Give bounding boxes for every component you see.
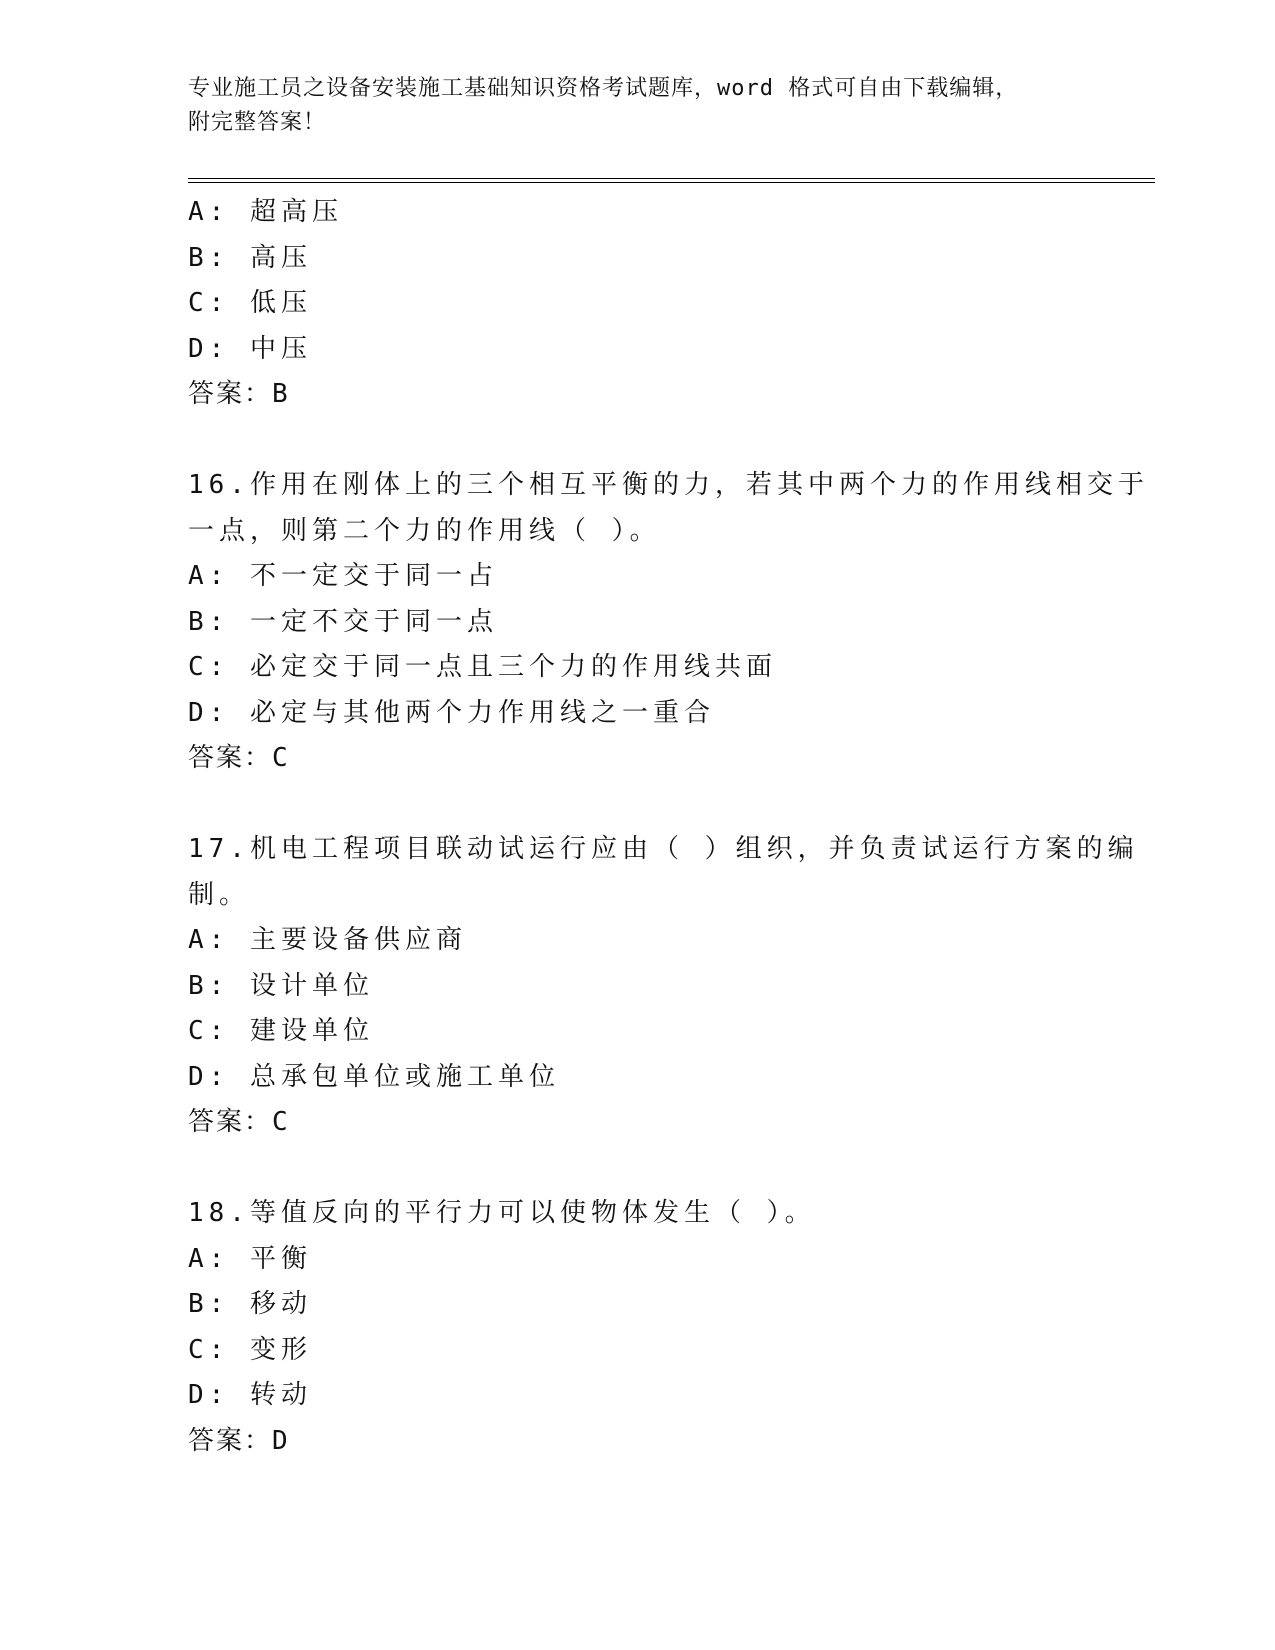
- question-17: [188, 827, 1139, 1146]
- option-d: D: 转动: [188, 1380, 312, 1410]
- option-a: A: 超高压: [188, 197, 343, 227]
- answer: 答案：C: [188, 743, 290, 773]
- option-d: D: 总承包单位或施工单位: [188, 1061, 560, 1092]
- spacer: [188, 782, 1088, 828]
- option-c: C: 必定交于同一点且三个力的作用线共面: [188, 652, 777, 682]
- question-15-options: [188, 190, 1088, 418]
- option-d: D: 必定与其他两个力作用线之一重合: [188, 697, 715, 728]
- question-list: [188, 190, 1149, 1464]
- header-line-2: 附完整答案！: [188, 110, 327, 135]
- option-a: A: 主要设备供应商: [188, 925, 467, 955]
- option-c: C: 低压: [188, 288, 312, 318]
- spacer: [188, 418, 1088, 464]
- spacer: [188, 1146, 1088, 1192]
- option-b: B: 一定不交于同一点: [188, 606, 498, 637]
- answer: 答案：B: [188, 379, 290, 409]
- option-b: B: 移动: [188, 1289, 312, 1319]
- question-stem-continued: 制。: [188, 879, 251, 910]
- option-c: C: 建设单位: [188, 1016, 374, 1046]
- header-divider: [188, 178, 1155, 183]
- question-stem-continued: 一点，则第二个力的作用线（ ）。: [188, 515, 661, 546]
- option-d: D: 中压: [188, 333, 312, 364]
- header-line-1: 专业施工员之设备安装施工基础知识资格考试题库，word 格式可自由下载编辑，: [188, 76, 1019, 101]
- question-stem: 16.作用在刚体上的三个相互平衡的力，若其中两个力的作用线相交于: [188, 470, 1149, 500]
- question-stem: 17.机电工程项目联动试运行应由（ ）组织，并负责试运行方案的编: [188, 834, 1139, 864]
- question-16: [188, 463, 1149, 782]
- option-b: B: 设计单位: [188, 970, 374, 1001]
- question-18: [188, 1191, 1088, 1464]
- option-b: B: 高压: [188, 242, 312, 273]
- option-a: A: 不一定交于同一占: [188, 561, 498, 591]
- answer: 答案：C: [188, 1107, 290, 1137]
- document-header: [188, 72, 1088, 140]
- option-a: A: 平衡: [188, 1243, 312, 1274]
- option-c: C: 变形: [188, 1334, 312, 1365]
- question-stem: 18.等值反向的平行力可以使物体发生（ ）。: [188, 1198, 816, 1228]
- answer: 答案：D: [188, 1425, 290, 1456]
